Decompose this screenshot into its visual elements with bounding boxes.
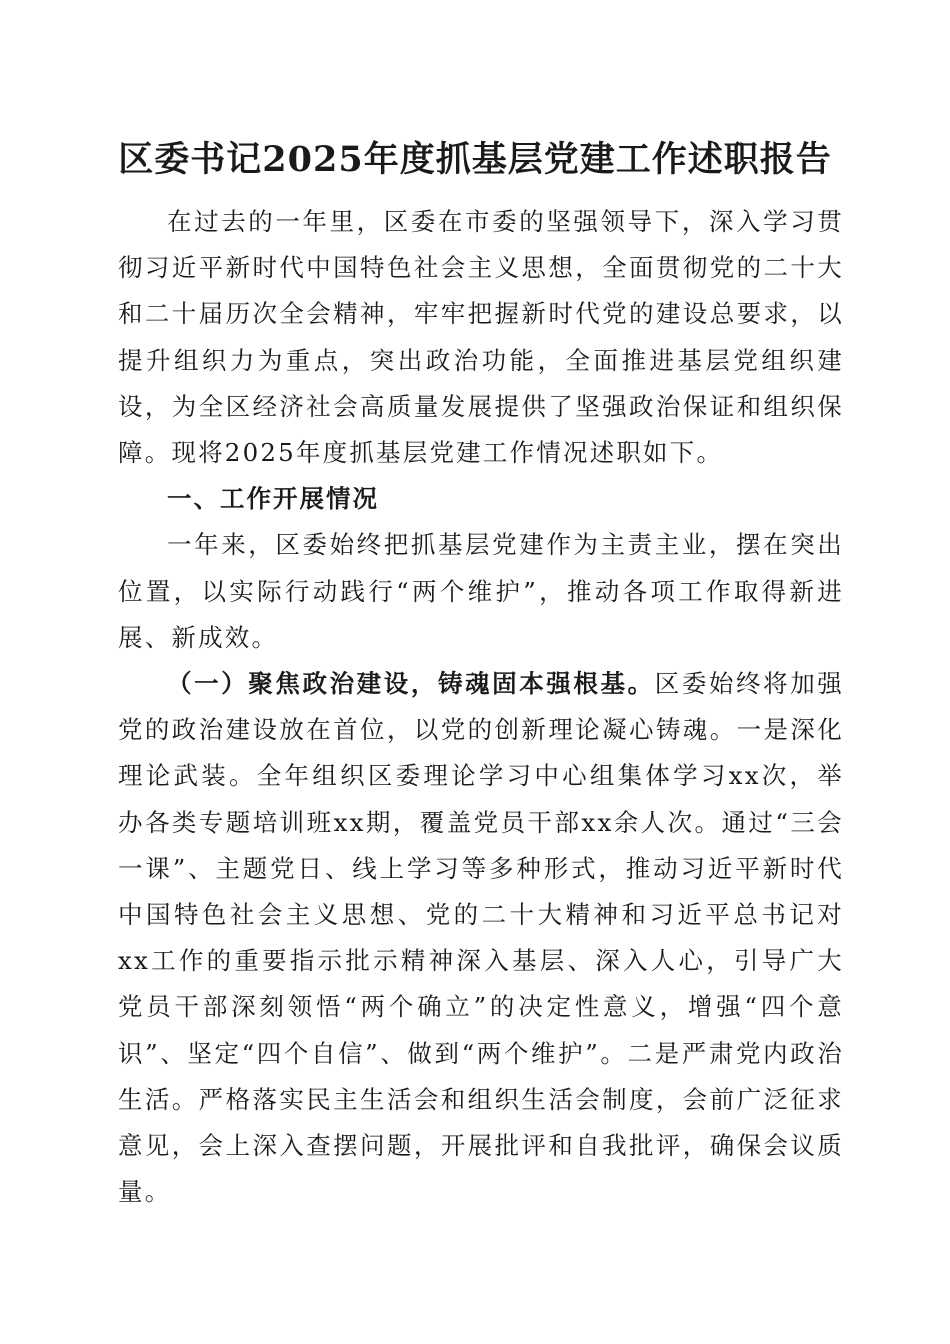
document-title: 区委书记2025年度抓基层党建工作述职报告 [118,139,832,180]
section-paragraph: 一年来，区委始终把抓基层党建作为主责主业，摆在突出位置，以实际行动践行“两个维护”，推动各项工作取得新进展、新成效。 [118,530,844,652]
subsection-text: 区委始终将加强党的政治建设放在首位，以党的创新理论凝心铸魂。一是深化理论武装。全年组织区委理论学习中心组集体学习xx次，举办各类专题培训班xx期，覆盖党员干部xx余人次。通过“三会一课”、主题党日、线上学习等多种形式，推动习近平新时代中国特色社会主义思想、党的二十大精神和习近平总书记对xx工作的重要指示批示精神深入基层、深入人心，引导广大党员干部深刻领悟“两个确立”的决定性意义，增强“四个意识”、坚定“四个自信”、做到“两个维护”。二是严肃党内政治生活。严格落实民主生活会和组织生活会制度，会前广泛征求意见，会上深入查摆问题，开展批评和自我批评，确保会议质量。 [118,669,844,1207]
document-body [118,199,844,1215]
subsection-paragraph [118,661,844,1215]
subsection-lead: （一）聚焦政治建设，铸魂固本强根基。 [167,669,655,699]
intro-paragraph: 在过去的一年里，区委在市委的坚强领导下，深入学习贯彻习近平新时代中国特色社会主义思想，全面贯彻党的二十大和二十届历次全会精神，牢牢把握新时代党的建设总要求，以提升组织力为重点，突出政治功能，全面推进基层党组织建设，为全区经济社会高质量发展提供了坚强政治保证和组织保障。现将2025年度抓基层党建工作情况述职如下。 [118,207,844,468]
section-heading: 一、工作开展情况 [167,484,379,514]
